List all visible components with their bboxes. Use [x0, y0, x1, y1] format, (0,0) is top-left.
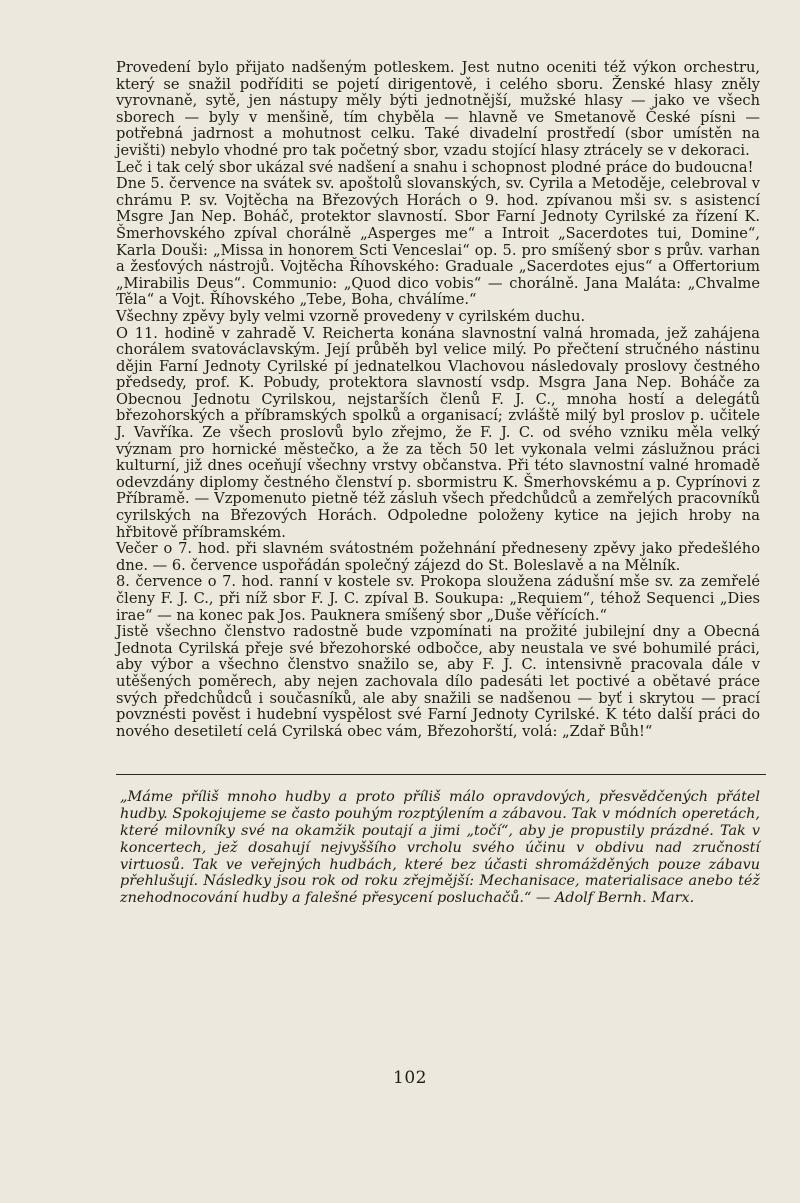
- paragraph-july-5-mass: Dne 5. července na svátek sv. apoštolů slovanských, sv. Cyrila a Metoděje, celebroval v chrámu P. sv. Vojtěcha na Březových Horách o 9. hod. zpívanou mši sv. s asistencí Msgre Jan Nep. Boháč, protektor slavností. Sbor Farní Jednoty Cyrilské za řízení K. Šmerhovského zpíval chorálně „Asperges me“ a Introit „Sacerdotes tui, Domine“, Karla Douši: „Missa in honorem Scti Venceslai“ op. 5. pro smíšený sbor s prův. varhan a žesťových nástrojů. Vojtěcha Říhovského: Graduale „Sacerdotes ejus“ a Offertorium „Mirabilis Deus“. Communio: „Quod dico vobis“ — chorálně. Jana Maláta: „Chvalme Těla“ a Vojt. Říhovského „Tebe, Boha, chválíme.“: [116, 175, 760, 309]
- paragraph-general-assembly: O 11. hodině v zahradě V. Reicherta konána slavnostní valná hromada, jež zahájena chorálem svatováclavským. Její průběh byl velice milý. Po přečtení stručného nástinu dějin Farní Jednoty Cyrilské pí jednatelkou Vlachovou následovaly proslovy čestného předsedy, prof. K. Pobudy, protektora slavností vsdp. Msgra Jana Nep. Boháče za Obecnou Jednotu Cyrilskou, nejstarších členů F. J. C., mnoha hostí a delegátů březohorských a příbramských spolků a organisací; zvláště milý byl proslov p. učitele J. Vavříka. Ze všech proslovů bylo zřejmo, že F. J. C. od svého vzniku měla velký význam pro hornické městečko, a že za těch 50 let vykonala velmi záslužnou práci kulturní, již dnes oceňují všechny vrstvy občanstva. Při této slavnostní valné hromadě odevzdány diplomy čestného členství p. sbormistru K. Šmerhovskému a p. Cyprínovi z Příbramě. — Vzpomenuto pietně též zásluh všech předchůdců a zemřelých pracovníků cyrilských na Březových Horách. Odpoledne položeny kytice na jejich hroby na hřbitově příbramském.: [116, 324, 760, 541]
- paragraph-songs-performed: Všechny zpěvy byly velmi vzorně provedeny v cyrilském duchu.: [116, 307, 586, 325]
- paragraph-performance: Provedení bylo přijato nadšeným potleskem. Jest nutno oceniti též výkon orchestru, který se snažil podříditi se pojetí dirigentově, i celého sboru. Ženské hlasy zněly vyrovnaně, sytě, jen nástupy měly býti jednotnější, mužské hlasy — jako ve všech sborech — byly v menšině, tím chyběla — hlavně ve Smetanově České písni — potřebná jadrnost a mohutnost celku. Také divadelní prostředí (sbor umístěn na jevišti) nebylo vhodné pro tak početný sbor, vzadu stojící hlasy ztrácely se v dekoraci.: [116, 59, 760, 159]
- paragraph-enthusiasm: Leč i tak celý sbor ukázal své nadšení a snahu i schopnost plodné práce do budoucna!: [116, 158, 754, 176]
- paragraph-closing-wishes: Jistě všechno členstvo radostně bude vzpomínati na prožité jubilejní dny a Obecná Jednota Cyrilská přeje své březohorské odbočce, aby neustala ve své bohumilé práci, aby výbor a všechno členstvo snažilo se, aby F. J. C. intensivně pracovala dále v utěšených poměrech, aby nejen zachovala dílo padesáti let poctivé a obětavé práce svých předchůdců i současníků, ale aby snažili se nadšenou — byť i skrytou — prací povznésti pověst i hudební vyspělost své Farní Jednoty Cyrilské. K této další práci do nového desetiletí celá Cyrilská obec vám, Březohorští, volá: „Zdař Bůh!“: [116, 623, 760, 740]
- separator-line: [116, 774, 766, 775]
- page-number: 102: [393, 1068, 427, 1088]
- paragraph-requiem-mass: 8. července o 7. hod. ranní v kostele sv. Prokopa sloužena zádušní mše sv. za zemřelé členy F. J. C., při níž sbor F. J. C. zpíval B. Soukupa: „Requiem“, téhož Sequenci „Dies irae“ — na konec pak Jos. Pauknera smíšený sbor „Duše věřících.“: [116, 573, 760, 624]
- article-body: [116, 60, 760, 740]
- paragraph-evening-blessing: Večer o 7. hod. při slavném svátostném požehnání předneseny zpěvy jako předešlého dne. — 6. července uspořádán společný zájezd do St. Boleslavě a na Mělník.: [116, 540, 760, 574]
- marx-quote: „Máme příliš mnoho hudby a proto příliš málo opravdových, přesvědčených přátel hudby. Spokojujeme se často pouhým rozptýlením a zábavou. Tak v módních operetách, které milovníky své na okamžik poutají a jimi „točí“, aby je propustily prázdné. Tak v koncertech, jež dosahují nejvyššího vrcholu svého účinu v obdivu nad zručností virtuosů. Tak ve veřejných hudbách, které bez účasti shromážděných pouze zábavu přehlušují. Následky jsou rok od roku zřejmější: Mechanisace, materialisace anebo též znehodnocování hudby a falešné přesycení posluchačů.“ — Adolf Bernh. Marx.: [120, 789, 760, 907]
